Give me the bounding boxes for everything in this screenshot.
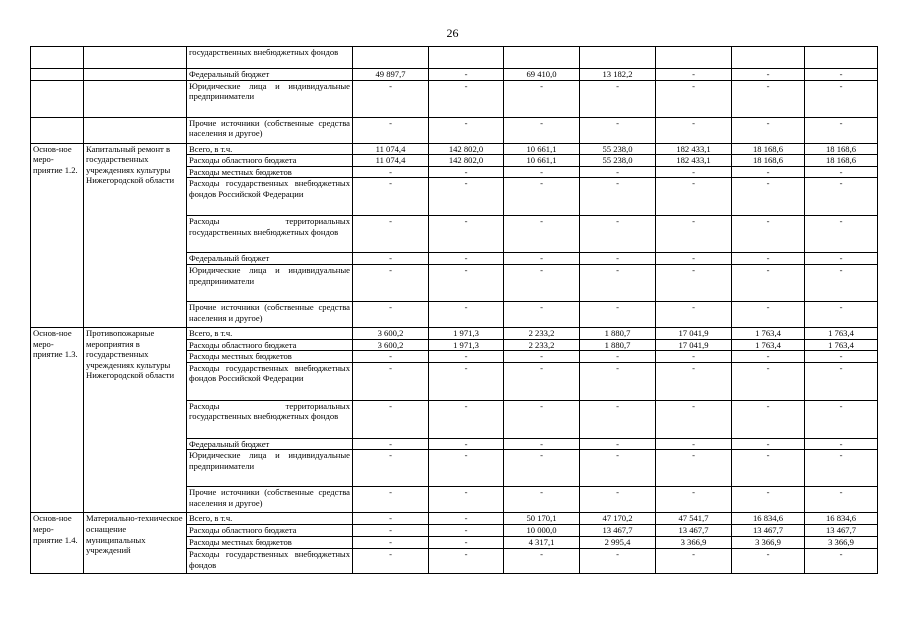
amount-cell: 13 467,7 bbox=[580, 525, 656, 537]
amount-cell: 142 802,0 bbox=[429, 155, 504, 167]
amount-cell: - bbox=[732, 362, 805, 400]
table-row bbox=[31, 69, 878, 81]
amount-cell: - bbox=[805, 166, 878, 178]
measure-name-cell: Капитальный ремонт в государственных учреждениях культуры Нижегородской области bbox=[84, 143, 187, 327]
funding-source-cell: Федеральный бюджет bbox=[187, 69, 353, 81]
amount-cell: 182 433,1 bbox=[656, 143, 732, 155]
amount-cell: - bbox=[805, 450, 878, 487]
amount-cell: - bbox=[732, 117, 805, 143]
amount-cell: - bbox=[656, 438, 732, 450]
amount-cell: - bbox=[732, 450, 805, 487]
amount-cell: - bbox=[580, 80, 656, 117]
amount-cell: 11 074,4 bbox=[353, 155, 429, 167]
funding-table bbox=[30, 46, 878, 574]
amount-cell: - bbox=[353, 351, 429, 363]
funding-source-cell: Федеральный бюджет bbox=[187, 253, 353, 265]
funding-source-cell: Расходы государственных внебюджетных фондов Российской Федерации bbox=[187, 178, 353, 216]
amount-cell bbox=[429, 47, 504, 69]
amount-cell: - bbox=[656, 549, 732, 574]
amount-cell bbox=[504, 47, 580, 69]
amount-cell: - bbox=[429, 80, 504, 117]
amount-cell: 3 600,2 bbox=[353, 339, 429, 351]
amount-cell: - bbox=[805, 69, 878, 81]
amount-cell: - bbox=[805, 80, 878, 117]
amount-cell: - bbox=[504, 117, 580, 143]
funding-source-cell: Расходы областного бюджета bbox=[187, 525, 353, 537]
amount-cell: - bbox=[732, 69, 805, 81]
amount-cell: - bbox=[429, 450, 504, 487]
amount-cell: - bbox=[805, 400, 878, 438]
amount-cell: 18 168,6 bbox=[805, 143, 878, 155]
amount-cell: 3 600,2 bbox=[353, 327, 429, 339]
amount-cell: - bbox=[805, 351, 878, 363]
amount-cell: 1 971,3 bbox=[429, 327, 504, 339]
funding-source-cell: Юридические лица и индивидуальные предприниматели bbox=[187, 450, 353, 487]
funding-source-cell: Прочие источники (собственные средства населения и другое) bbox=[187, 301, 353, 327]
amount-cell: - bbox=[805, 264, 878, 301]
amount-cell: 16 834,6 bbox=[805, 513, 878, 525]
amount-cell: - bbox=[429, 301, 504, 327]
amount-cell: - bbox=[580, 264, 656, 301]
amount-cell: - bbox=[805, 216, 878, 253]
measure-number-cell bbox=[31, 80, 84, 117]
table-row bbox=[31, 513, 878, 525]
amount-cell: - bbox=[732, 80, 805, 117]
measure-number-cell bbox=[31, 69, 84, 81]
amount-cell bbox=[580, 47, 656, 69]
amount-cell: - bbox=[429, 216, 504, 253]
amount-cell: 69 410,0 bbox=[504, 69, 580, 81]
amount-cell: - bbox=[732, 487, 805, 513]
measure-name-cell bbox=[84, 69, 187, 81]
amount-cell: 55 238,0 bbox=[580, 155, 656, 167]
measure-name-cell: Материально-техническое оснащение муниципальных учреждений bbox=[84, 513, 187, 574]
table-row bbox=[31, 327, 878, 339]
table-row bbox=[31, 143, 878, 155]
funding-source-cell: Всего, в т.ч. bbox=[187, 327, 353, 339]
amount-cell: 2 233,2 bbox=[504, 339, 580, 351]
amount-cell: 2 995,4 bbox=[580, 537, 656, 549]
amount-cell: - bbox=[353, 362, 429, 400]
amount-cell: - bbox=[656, 178, 732, 216]
amount-cell: - bbox=[805, 438, 878, 450]
amount-cell: - bbox=[353, 525, 429, 537]
amount-cell: 1 880,7 bbox=[580, 327, 656, 339]
measure-number-cell: Основ-ное меро-приятие 1.3. bbox=[31, 327, 84, 512]
amount-cell: - bbox=[504, 487, 580, 513]
amount-cell: - bbox=[805, 253, 878, 265]
amount-cell: - bbox=[732, 253, 805, 265]
funding-source-cell: Федеральный бюджет bbox=[187, 438, 353, 450]
funding-source-cell: Всего, в т.ч. bbox=[187, 143, 353, 155]
amount-cell: - bbox=[504, 549, 580, 574]
amount-cell: 142 802,0 bbox=[429, 143, 504, 155]
funding-source-cell: Юридические лица и индивидуальные предприниматели bbox=[187, 80, 353, 117]
amount-cell: - bbox=[656, 351, 732, 363]
amount-cell: - bbox=[429, 525, 504, 537]
amount-cell: - bbox=[580, 549, 656, 574]
amount-cell: 3 366,9 bbox=[732, 537, 805, 549]
amount-cell: - bbox=[504, 351, 580, 363]
amount-cell: - bbox=[429, 178, 504, 216]
amount-cell: - bbox=[353, 450, 429, 487]
amount-cell: 1 763,4 bbox=[805, 339, 878, 351]
amount-cell: - bbox=[353, 301, 429, 327]
funding-source-cell: Расходы местных бюджетов bbox=[187, 166, 353, 178]
amount-cell: - bbox=[732, 178, 805, 216]
funding-source-cell: Расходы государственных внебюджетных фондов Российской Федерации bbox=[187, 362, 353, 400]
amount-cell: - bbox=[732, 549, 805, 574]
amount-cell: - bbox=[580, 301, 656, 327]
amount-cell: - bbox=[353, 253, 429, 265]
amount-cell: - bbox=[732, 216, 805, 253]
measure-number-cell: Основ-ное меро-приятие 1.2. bbox=[31, 143, 84, 327]
amount-cell: - bbox=[429, 487, 504, 513]
amount-cell: 10 661,1 bbox=[504, 143, 580, 155]
amount-cell: - bbox=[732, 351, 805, 363]
amount-cell: - bbox=[429, 253, 504, 265]
amount-cell: - bbox=[429, 69, 504, 81]
amount-cell: 17 041,9 bbox=[656, 339, 732, 351]
amount-cell: 16 834,6 bbox=[732, 513, 805, 525]
amount-cell: - bbox=[504, 178, 580, 216]
funding-source-cell: государственных внебюджетных фондов bbox=[187, 47, 353, 69]
page-number: 26 bbox=[446, 26, 459, 40]
amount-cell: - bbox=[429, 549, 504, 574]
amount-cell: - bbox=[656, 362, 732, 400]
amount-cell: - bbox=[504, 166, 580, 178]
amount-cell: 13 467,7 bbox=[732, 525, 805, 537]
amount-cell: 182 433,1 bbox=[656, 155, 732, 167]
amount-cell: - bbox=[580, 253, 656, 265]
amount-cell: 18 168,6 bbox=[732, 143, 805, 155]
measure-number-cell bbox=[31, 117, 84, 143]
amount-cell bbox=[805, 47, 878, 69]
amount-cell: - bbox=[429, 264, 504, 301]
amount-cell: - bbox=[580, 351, 656, 363]
amount-cell: - bbox=[805, 178, 878, 216]
funding-source-cell: Прочие источники (собственные средства населения и другое) bbox=[187, 117, 353, 143]
amount-cell: 1 971,3 bbox=[429, 339, 504, 351]
funding-source-cell: Расходы территориальных государственных внебюджетных фондов bbox=[187, 400, 353, 438]
amount-cell: - bbox=[429, 438, 504, 450]
amount-cell: 55 238,0 bbox=[580, 143, 656, 155]
amount-cell: - bbox=[353, 513, 429, 525]
amount-cell: - bbox=[504, 438, 580, 450]
amount-cell: - bbox=[429, 537, 504, 549]
amount-cell: - bbox=[429, 117, 504, 143]
amount-cell bbox=[353, 47, 429, 69]
amount-cell: - bbox=[504, 450, 580, 487]
amount-cell: - bbox=[732, 166, 805, 178]
amount-cell: - bbox=[580, 216, 656, 253]
amount-cell: - bbox=[504, 301, 580, 327]
amount-cell: 47 170,2 bbox=[580, 513, 656, 525]
amount-cell: - bbox=[353, 537, 429, 549]
amount-cell: 17 041,9 bbox=[656, 327, 732, 339]
amount-cell: 47 541,7 bbox=[656, 513, 732, 525]
amount-cell: 13 182,2 bbox=[580, 69, 656, 81]
amount-cell: - bbox=[656, 264, 732, 301]
amount-cell: - bbox=[656, 80, 732, 117]
funding-source-cell: Расходы территориальных государственных внебюджетных фондов bbox=[187, 216, 353, 253]
amount-cell: - bbox=[353, 216, 429, 253]
amount-cell: - bbox=[353, 80, 429, 117]
amount-cell: 10 000,0 bbox=[504, 525, 580, 537]
amount-cell: - bbox=[732, 438, 805, 450]
amount-cell: 18 168,6 bbox=[805, 155, 878, 167]
amount-cell: 50 170,1 bbox=[504, 513, 580, 525]
amount-cell: - bbox=[353, 438, 429, 450]
funding-source-cell: Прочие источники (собственные средства населения и другое) bbox=[187, 487, 353, 513]
amount-cell: - bbox=[504, 216, 580, 253]
amount-cell: 49 897,7 bbox=[353, 69, 429, 81]
amount-cell: - bbox=[353, 178, 429, 216]
amount-cell: - bbox=[656, 117, 732, 143]
table-row bbox=[31, 47, 878, 69]
amount-cell: - bbox=[732, 301, 805, 327]
amount-cell: - bbox=[353, 166, 429, 178]
amount-cell: - bbox=[805, 487, 878, 513]
amount-cell: - bbox=[580, 487, 656, 513]
amount-cell: - bbox=[805, 549, 878, 574]
amount-cell: 4 317,1 bbox=[504, 537, 580, 549]
amount-cell: - bbox=[353, 117, 429, 143]
funding-source-cell: Юридические лица и индивидуальные предприниматели bbox=[187, 264, 353, 301]
amount-cell: 3 366,9 bbox=[805, 537, 878, 549]
funding-source-cell: Всего, в т.ч. bbox=[187, 513, 353, 525]
amount-cell bbox=[656, 47, 732, 69]
amount-cell: - bbox=[656, 166, 732, 178]
amount-cell: 13 467,7 bbox=[656, 525, 732, 537]
amount-cell: - bbox=[656, 400, 732, 438]
measure-name-cell bbox=[84, 117, 187, 143]
amount-cell: 1 763,4 bbox=[732, 327, 805, 339]
amount-cell: - bbox=[732, 400, 805, 438]
amount-cell: - bbox=[353, 487, 429, 513]
funding-source-cell: Расходы местных бюджетов bbox=[187, 351, 353, 363]
amount-cell: - bbox=[429, 362, 504, 400]
funding-source-cell: Расходы местных бюджетов bbox=[187, 537, 353, 549]
amount-cell: - bbox=[504, 400, 580, 438]
table-row bbox=[31, 117, 878, 143]
amount-cell: - bbox=[580, 178, 656, 216]
amount-cell: 2 233,2 bbox=[504, 327, 580, 339]
amount-cell: - bbox=[656, 301, 732, 327]
amount-cell: 11 074,4 bbox=[353, 143, 429, 155]
amount-cell: - bbox=[429, 400, 504, 438]
amount-cell: - bbox=[805, 117, 878, 143]
amount-cell: - bbox=[805, 362, 878, 400]
amount-cell: 1 880,7 bbox=[580, 339, 656, 351]
amount-cell: - bbox=[580, 438, 656, 450]
amount-cell: - bbox=[429, 351, 504, 363]
amount-cell: - bbox=[656, 69, 732, 81]
amount-cell: 13 467,7 bbox=[805, 525, 878, 537]
amount-cell: 3 366,9 bbox=[656, 537, 732, 549]
funding-source-cell: Расходы областного бюджета bbox=[187, 155, 353, 167]
amount-cell: 1 763,4 bbox=[805, 327, 878, 339]
amount-cell: - bbox=[732, 264, 805, 301]
amount-cell: - bbox=[504, 362, 580, 400]
funding-source-cell: Расходы областного бюджета bbox=[187, 339, 353, 351]
amount-cell: - bbox=[429, 513, 504, 525]
measure-number-cell: Основ-ное меро-приятие 1.4. bbox=[31, 513, 84, 574]
amount-cell: - bbox=[353, 549, 429, 574]
amount-cell bbox=[732, 47, 805, 69]
amount-cell: 1 763,4 bbox=[732, 339, 805, 351]
amount-cell: - bbox=[580, 166, 656, 178]
table-row bbox=[31, 80, 878, 117]
amount-cell: - bbox=[580, 400, 656, 438]
amount-cell: - bbox=[353, 264, 429, 301]
measure-name-cell bbox=[84, 47, 187, 69]
measure-name-cell: Противопожарные мероприятия в государственных учреждениях культуры Нижегородской области bbox=[84, 327, 187, 512]
measure-name-cell bbox=[84, 80, 187, 117]
amount-cell: - bbox=[805, 301, 878, 327]
funding-source-cell: Расходы государственных внебюджетных фондов bbox=[187, 549, 353, 574]
amount-cell: - bbox=[580, 362, 656, 400]
amount-cell: - bbox=[429, 166, 504, 178]
measure-number-cell bbox=[31, 47, 84, 69]
amount-cell: - bbox=[656, 450, 732, 487]
amount-cell: 18 168,6 bbox=[732, 155, 805, 167]
amount-cell: - bbox=[504, 80, 580, 117]
amount-cell: - bbox=[504, 264, 580, 301]
amount-cell: - bbox=[580, 117, 656, 143]
amount-cell: - bbox=[656, 253, 732, 265]
amount-cell: - bbox=[656, 216, 732, 253]
amount-cell: - bbox=[504, 253, 580, 265]
amount-cell: - bbox=[656, 487, 732, 513]
amount-cell: - bbox=[580, 450, 656, 487]
amount-cell: 10 661,1 bbox=[504, 155, 580, 167]
amount-cell: - bbox=[353, 400, 429, 438]
